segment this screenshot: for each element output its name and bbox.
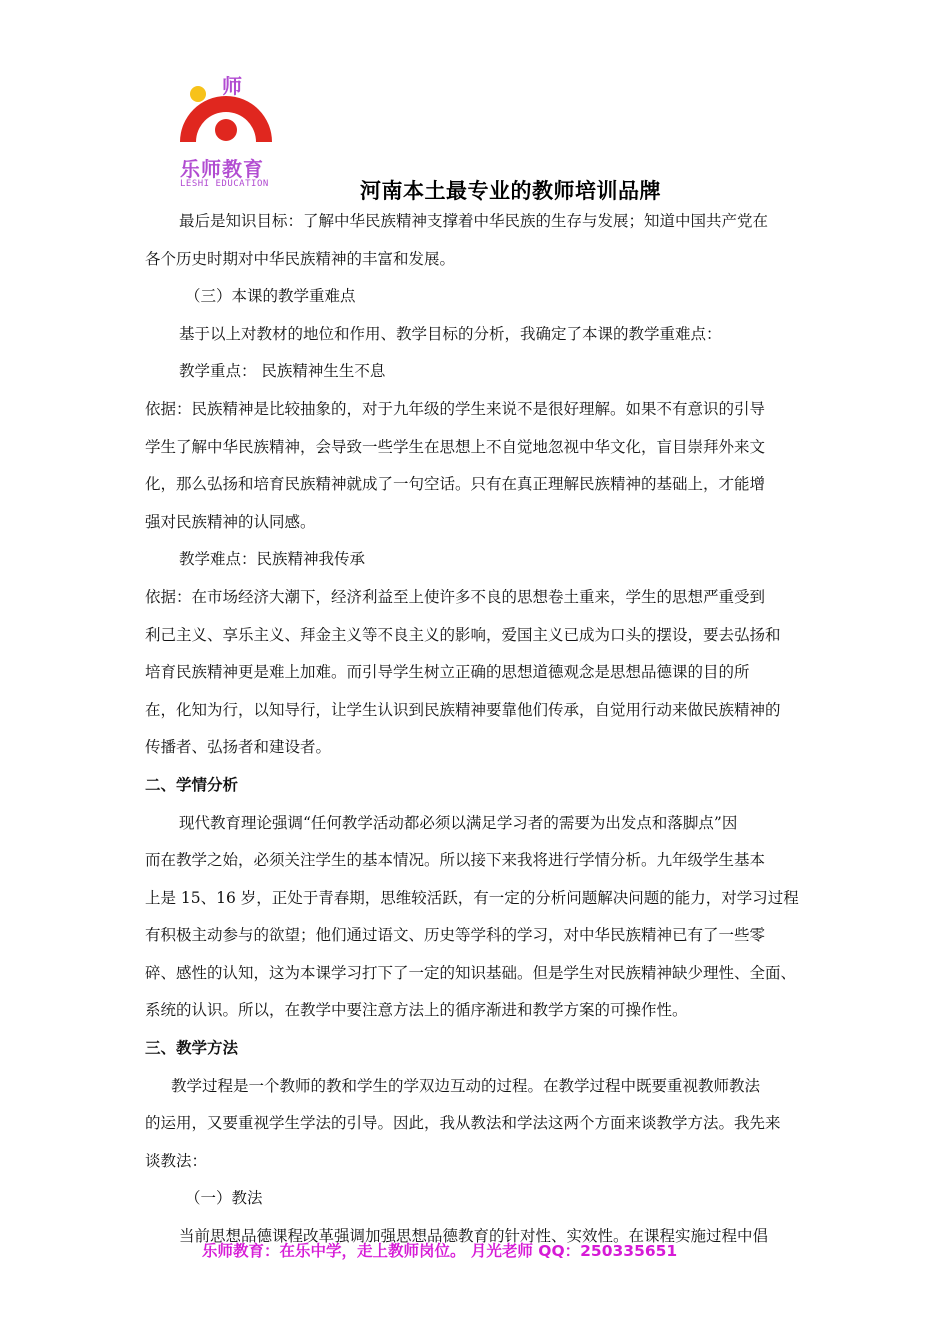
paragraph-line: 教学过程是一个教师的教和学生的学双边互动的过程。在教学过程中既要重视教师教法 [171, 1076, 761, 1095]
paragraph-line: 培育民族精神更是难上加难。而引导学生树立正确的思想道德观念是思想品德课的目的所 [145, 663, 750, 682]
paragraph-line: 的运用，又要重视学生学法的引导。因此，我从教法和学法这两个方面来谈教学方法。我先来 [145, 1114, 781, 1133]
paragraph-line: 谈教法： [145, 1151, 208, 1170]
paragraph-line: 在，化知为行，以知导行，让学生认识到民族精神要靠他们传承，自觉用行动来做民族精神的 [145, 700, 781, 719]
paragraph-line: 依据：民族精神是比较抽象的，对于九年级的学生来说不是很好理解。如果不有意识的引导 [145, 399, 766, 418]
document-body [145, 203, 807, 1256]
paragraph-line: 依据：在市场经济大潮下，经济利益至上使许多不良的思想卷土重来，学生的思想严重受到 [145, 587, 766, 606]
difficult-point-line: 教学难点：民族精神我传承 [179, 550, 366, 569]
paragraph-line: 利己主义、享乐主义、拜金主义等不良主义的影响，爱国主义已成为口头的摆设，要去弘扬和 [145, 625, 781, 644]
key-point-line: 教学重点： 民族精神生生不息 [179, 362, 386, 381]
paragraph-line: 有积极主动参与的欲望；他们通过语文、历史等学科的学习，对中华民族精神已有了一些零 [145, 926, 766, 945]
footer-slogan: 乐师教育：在乐中学，走上教师岗位。 月光老师 QQ：250335651 [202, 1242, 678, 1260]
paragraph-line: 系统的认识。所以，在教学中要注意方法上的循序渐进和教学方案的可操作性。 [145, 1001, 688, 1020]
leshi-logo [172, 70, 282, 195]
paragraph-line: 传播者、弘扬者和建设者。 [145, 738, 332, 757]
logo-red-head [215, 119, 237, 141]
logo-yellow-dot [190, 86, 206, 102]
paragraph-line: 各个历史时期对中华民族精神的丰富和发展。 [145, 249, 456, 268]
paragraph-line: 上是 15、16 岁，正处于青春期，思维较活跃，有一定的分析问题解决问题的能力，对学习过程 [145, 888, 799, 907]
paragraph-line: 基于以上对教材的地位和作用、教学目标的分析，我确定了本课的教学重难点： [179, 324, 722, 343]
section-heading-teaching-methods: 三、教学方法 [145, 1039, 239, 1058]
logo-subtitle: LESHI EDUCATION [180, 179, 269, 189]
section-subheading: （三）本课的教学重难点 [185, 287, 356, 306]
paragraph-line: 化，那么弘扬和培育民族精神就成了一句空话。只有在真正理解民族精神的基础上，才能增 [145, 475, 766, 494]
brand-title: 河南本土最专业的教师培训品牌 [360, 179, 661, 203]
paragraph-line: 学生了解中华民族精神，会导致一些学生在思想上不自觉地忽视中华文化，盲目崇拜外来文 [145, 437, 766, 456]
logo-name: 乐师教育 [180, 157, 264, 181]
paragraph-line: 而在教学之始，必须关注学生的基本情况。所以接下来我将进行学情分析。九年级学生基本 [145, 851, 766, 870]
paragraph-line: 当前思想品德课程改革强调加强思想品德教育的针对性、实效性。在课程实施过程中倡 [179, 1227, 769, 1246]
paragraph-line: 最后是知识目标：了解中华民族精神支撑着中华民族的生存与发展；知道中国共产党在 [179, 212, 769, 230]
logo-glyph: 师 [222, 74, 242, 98]
paragraph-line: 碎、感性的认知，这为本课学习打下了一定的知识基础。但是学生对民族精神缺少理性、全面、 [145, 963, 797, 982]
paragraph-line: 现代教育理论强调“任何教学活动都必须以满足学习者的需要为出发点和落脚点”因 [179, 813, 738, 832]
section-heading-student-analysis: 二、学情分析 [145, 775, 239, 794]
paragraph-line: 强对民族精神的认同感。 [145, 512, 316, 531]
section-subheading: （一）教法 [185, 1189, 263, 1208]
